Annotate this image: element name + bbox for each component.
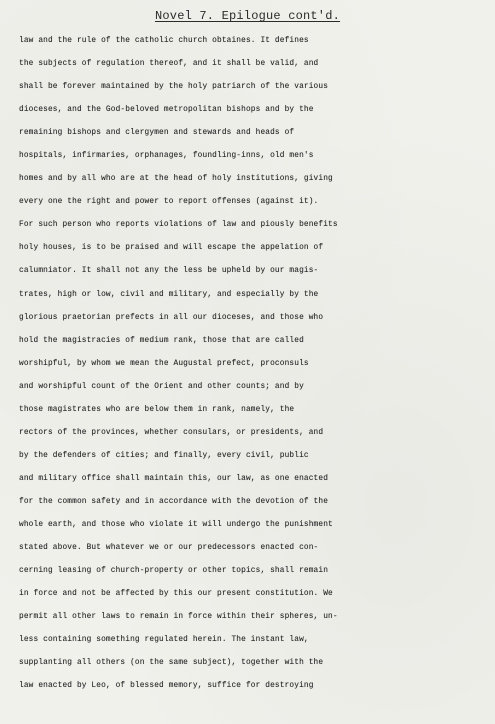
text-line: trates, high or low, civil and military, and especially by the <box>19 290 319 299</box>
text-line: worshipful, by whom we mean the Augustal prefect, proconsuls <box>19 359 309 368</box>
text-line: glorious praetorian prefects in all our dioceses, and those who <box>19 313 324 322</box>
text-line: law and the rule of the catholic church obtaines. It defines <box>19 37 309 45</box>
page-heading: Novel 7. Epilogue cont'd. <box>154 9 341 23</box>
text-line: those magistrates who are below them in rank, namely, the <box>19 405 295 414</box>
text-line: permit all other laws to remain in force within their spheres, un- <box>19 613 338 622</box>
text-line: shall be forever maintained by the holy patriarch of the various <box>19 83 329 92</box>
text-line: and military office shall maintain this, our law, as one enacted <box>19 474 329 483</box>
text-line: calumniator. It shall not any the less be upheld by our magis- <box>19 267 319 276</box>
text-line: every one the right and power to report offenses (against it). <box>19 198 319 207</box>
text-line: less containing something regulated herein. The instant law, <box>19 636 309 645</box>
text-line: cerning leasing of church-property or other topics, shall remain <box>19 567 329 576</box>
text-line: law enacted by Leo, of blessed memory, suffice for destroying <box>19 682 314 691</box>
text-line: in force and not be affected by this our present constitution. We <box>19 590 333 599</box>
text-line: holy houses, is to be praised and will escape the appelation of <box>19 244 324 253</box>
text-line: for the common safety and in accordance with the devotion of the <box>19 497 329 506</box>
text-line: stated above. But whatever we or our predecessors enacted con- <box>19 544 319 553</box>
text-line: hospitals, infirmaries, orphanages, foundling-inns, old men's <box>19 152 314 161</box>
text-line: and worshipful count of the Orient and other counts; and by <box>19 382 304 391</box>
body-text <box>19 30 489 698</box>
text-line: For such person who reports violations of law and piously benefits <box>19 221 338 230</box>
text-line: whole earth, and those who violate it will undergo the punishment <box>19 520 333 529</box>
text-line: the subjects of regulation thereof, and it shall be valid, and <box>19 60 319 69</box>
text-line: hold the magistracies of medium rank, those that are called <box>19 336 304 345</box>
text-line: homes and by all who are at the head of holy institutions, giving <box>19 175 333 184</box>
text-line: rectors of the provinces, whether consulars, or presidents, and <box>19 428 324 437</box>
text-line: supplanting all others (on the same subject), together with the <box>19 659 324 668</box>
text-line: remaining bishops and clergymen and stewards and heads of <box>19 129 295 138</box>
text-line: dioceses, and the God-beloved metropolitan bishops and by the <box>19 106 314 115</box>
text-line: by the defenders of cities; and finally, every civil, public <box>19 451 309 460</box>
